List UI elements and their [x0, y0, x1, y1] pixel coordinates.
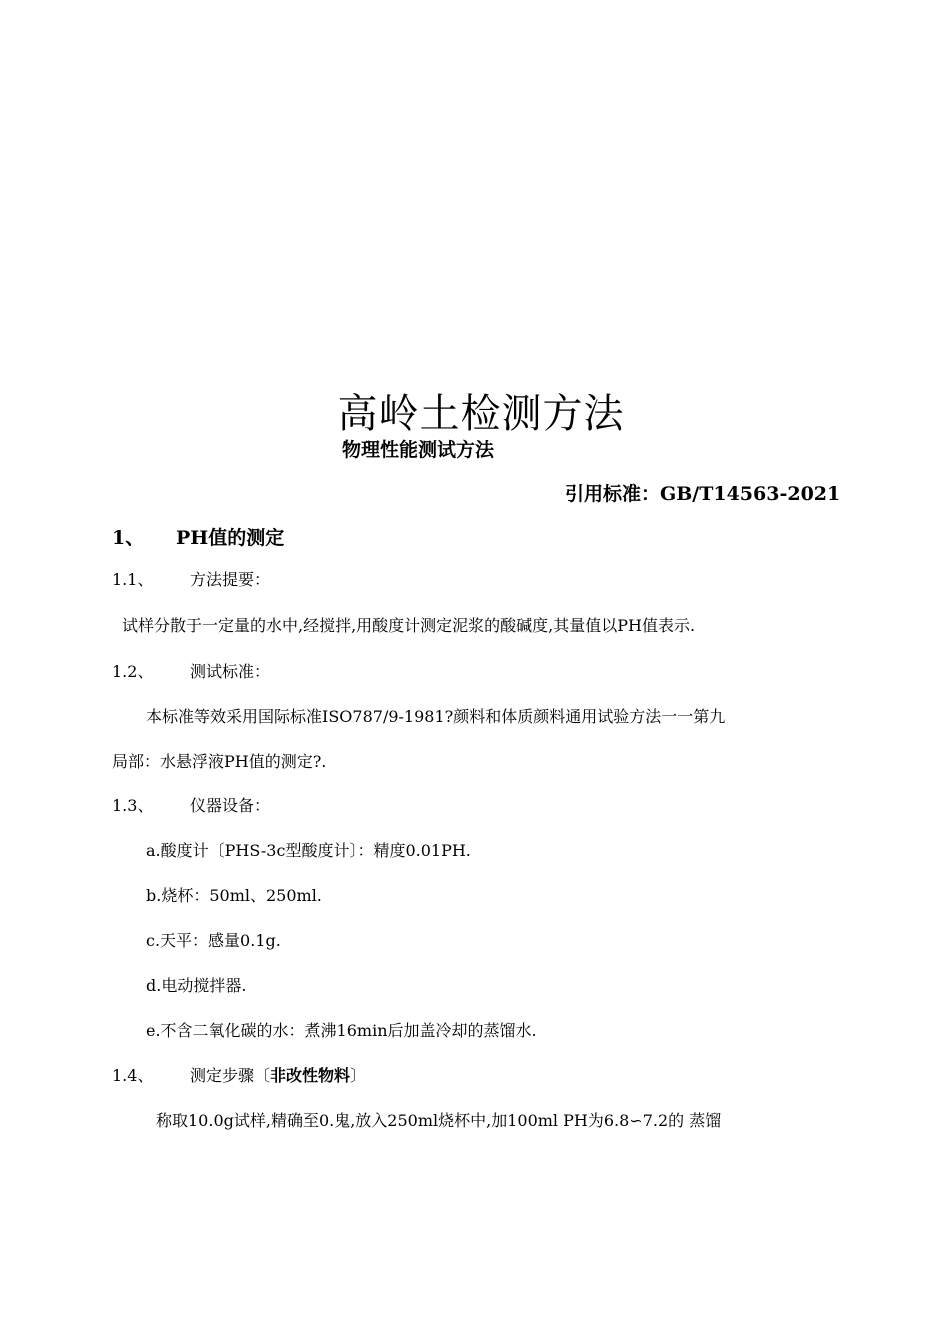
section-1-1-text: 试样分散于一定量的水中,经搅拌,用酸度计测定泥浆的酸碱度,其量值以PH值表示.	[122, 616, 696, 635]
section-1-2-text-line1: 本标准等效采用国际标准ISO787/9-1981?颜料和体质颜料通用试验方法一一第九	[146, 707, 726, 726]
section-1-4-heading-bold: 非改性物料	[270, 1066, 351, 1085]
document-subtitle: 物理性能测试方法	[342, 439, 495, 461]
reference-standard: 引用标准：GB/T14563-2021	[565, 483, 841, 505]
section-1-2-heading: 测试标准：	[190, 662, 271, 681]
equipment-item-c: c.天平：感量0.1g.	[146, 931, 281, 950]
section-1-4-number: 1.4、	[112, 1066, 154, 1085]
section-1-2-text-line2: 局部：水悬浮液PH值的测定?.	[112, 752, 327, 771]
section-1-2-number: 1.2、	[112, 662, 154, 681]
section-1-4-heading-prefix: 测定步骤〔	[190, 1066, 271, 1085]
equipment-item-a: a.酸度计〔PHS-3c型酸度计〕：精度0.01PH.	[146, 841, 471, 860]
section-1-number: 1、	[112, 527, 145, 549]
equipment-item-e: e.不含二氧化碳的水：煮沸16min后加盖冷却的蒸馏水.	[146, 1021, 537, 1040]
section-1-3-number: 1.3、	[112, 796, 154, 815]
section-1-1-number: 1.1、	[112, 570, 154, 589]
section-1-1-heading: 方法提要：	[190, 570, 271, 589]
equipment-item-b: b.烧杯：50ml、250ml.	[146, 886, 322, 905]
section-1-3-heading: 仪器设备：	[190, 796, 271, 815]
section-1-4-text: 称取10.0g试样,精确至0.鬼,放入250ml烧杯中,加100ml PH为6.8∽7.2的 蒸馏	[156, 1111, 722, 1130]
section-1-heading: PH值的测定	[176, 527, 285, 549]
section-1-4-heading	[190, 1064, 366, 1088]
equipment-item-d: d.电动搅拌器.	[146, 976, 247, 995]
section-1-4-heading-suffix: 〕	[350, 1066, 367, 1085]
document-title: 高岭土检测方法	[337, 391, 625, 437]
